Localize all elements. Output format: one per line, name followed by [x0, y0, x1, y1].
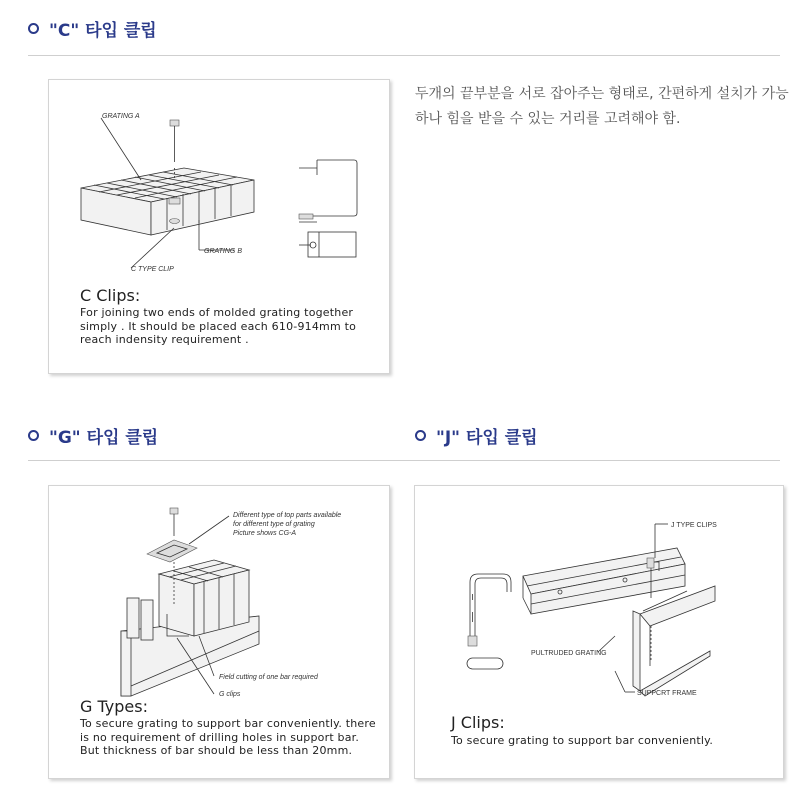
j-desc-line-1: To secure grating to support bar conveniently. [451, 734, 714, 747]
c-desc-line-3: reach indensity requirement . [80, 333, 249, 346]
g-label-field-cutting: Field cutting of one bar required [219, 674, 318, 681]
section-title-g [28, 423, 158, 448]
j-label-pultruded-grating: PULTRUDED GRATING [531, 650, 607, 657]
c-clips-description [80, 306, 356, 347]
label-grating-a: GRATING A [102, 113, 140, 120]
section-divider-gj [28, 460, 780, 461]
support-frame [633, 586, 715, 696]
g-note-line-1: Different type of top parts available [233, 512, 342, 519]
j-clips-heading: J Clips: [451, 713, 505, 732]
circle-bullet-icon [28, 23, 39, 34]
j-label-support-frame: SUPPCRT FRAME [637, 690, 697, 697]
c-clip-side-view-icon [299, 160, 357, 222]
c-clip-card [48, 79, 390, 374]
section-title-j-text: "J" 타입 클립 [436, 428, 538, 448]
section-title-c [28, 16, 157, 41]
g-desc-line-3: But thickness of bar should be less than 20mm. [80, 744, 353, 757]
g-label-g-clips: G clips [219, 691, 241, 698]
j-clip-card [414, 485, 784, 779]
c-desc-line-2: simply . It should be placed each 610-914mm to [80, 319, 357, 333]
section-divider-c [28, 55, 780, 56]
g-note-line-3: Picture shows CG-A [233, 530, 297, 537]
j-clip-icon [467, 574, 511, 669]
label-c-type-clip: C TYPE CLIP [131, 266, 174, 273]
pultruded-grating [523, 548, 685, 614]
circle-bullet-icon [28, 430, 39, 441]
section-title-g-text: "G" 타입 클립 [49, 428, 159, 448]
c-clip-front-view-icon [299, 232, 356, 257]
g-types-heading: G Types: [80, 697, 148, 716]
g-desc-line-2: is no requirement of drilling holes in support bar. [80, 730, 360, 744]
j-clips-description [451, 734, 713, 748]
c-desc-line-1: For joining two ends of molded grating together [80, 306, 354, 319]
g-types-description [80, 717, 376, 758]
grating-assembly [81, 168, 254, 235]
circle-bullet-icon [415, 430, 426, 441]
g-note-line-2: for different type of grating [233, 521, 315, 528]
section-title-c-text: "C" 타입 클립 [49, 21, 157, 41]
section-title-j [415, 423, 538, 448]
c-clips-heading: C Clips: [80, 286, 141, 305]
j-label-type-clips: J TYPE CLIPS [671, 522, 717, 529]
label-grating-b: GRATING B [204, 248, 242, 255]
c-clip-korean-description: 두개의 끝부분을 서로 잡아주는 형태로, 간편하게 설치가 가능하나 힘을 받을 수 있는 거리를 고려해야 함. [415, 86, 789, 127]
g-clip-card [48, 485, 390, 779]
g-desc-line-1: To secure grating to support bar conveniently. there [80, 717, 376, 730]
